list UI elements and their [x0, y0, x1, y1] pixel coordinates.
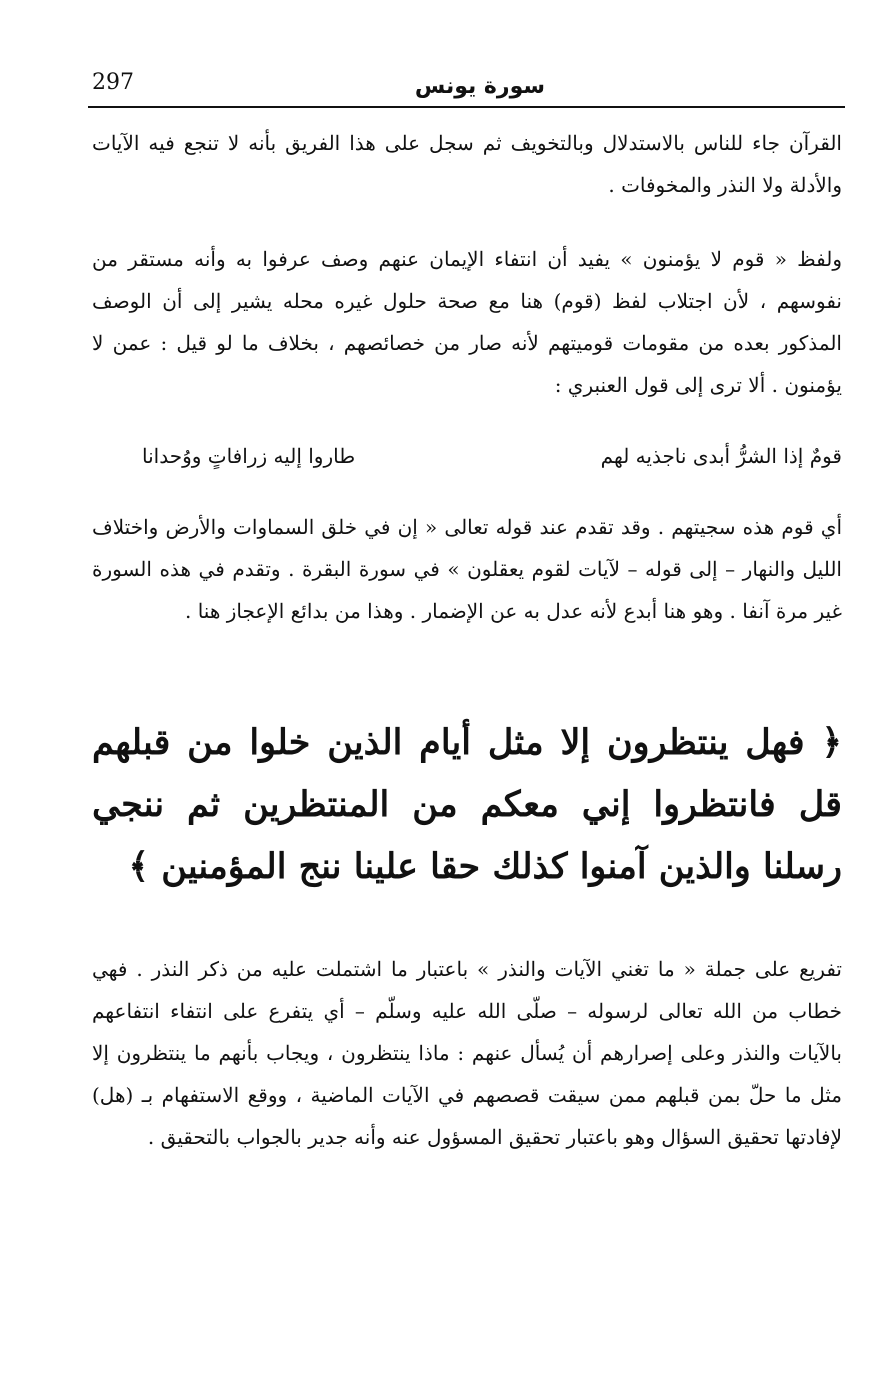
quran-verse: ﴿ فهل ينتظرون إلا مثل أيام الذين خلوا من قبلهم قل فانتظروا إني معكم من المنتظرين ثم ننجي رسلنا والذين آمنوا كذلك حقا علينا ننج المؤمنين ﴾	[92, 722, 843, 887]
paragraph-1: القرآن جاء للناس بالاستدلال وبالتخويف ثم سجل على هذا الفريق بأنه لا تنجع فيه الآيات والأدلة ولا النذر والمخوفات .	[92, 131, 842, 197]
paragraph-3: أي قوم هذه سجيتهم . وقد تقدم عند قوله تعالى « إن في خلق السماوات والأرض واختلاف الليل والنهار – إلى قوله – لآيات لقوم يعقلون » في سورة البقرة . وتقدم في هذه السورة غير مرة آنفا . وهو هنا أبدع لأنه عدل به عن الإضمار . وهذا من بدائع الإعجاز هنا .	[92, 515, 842, 623]
paragraph-4: تفريع على جملة « ما تغني الآيات والنذر » باعتبار ما اشتملت عليه من ذكر النذر . فهي خطاب من الله تعالى لرسوله – صلّى الله عليه وسلّم – أي يتفرع على انتفاء انتفاعهم بالآيات والنذر وعلى إصرارهم أن يُسأل عنهم : ماذا ينتظرون ، ويجاب بأنهم ما ينتظرون إلا مثل ما حلّ بمن قبلهم ممن سيقت قصصهم في الآيات الماضية ، ووقع الاستفهام بـ (هل) لإفادتها تحقيق السؤال وهو باعتبار تحقيق المسؤول عنه وأنه جدير بالجواب بالتحقيق .	[92, 957, 842, 1149]
running-title: سورة يونس	[414, 74, 545, 99]
verse-second-hemistich: طاروا إليه زرافاتٍ ووُحدانا	[142, 444, 356, 468]
poetry-verse	[142, 436, 842, 476]
page-number: 297	[92, 70, 134, 95]
verse-first-hemistich: قومٌ إذا الشرُّ أبدى ناجذيه لهم	[600, 444, 842, 468]
paragraph-2: ولفظ « قوم لا يؤمنون » يفيد أن انتفاء الإيمان عنهم وصف عرفوا به وأنه مستقر من نفوسهم ، لأن اجتلاب لفظ (قوم) هنا مع صحة حلول غيره محله يشير إلى أن الوصف المذكور بعده من مقومات قوميتهم لأنه صار من خصائصهم ، بخلاف ما لو قيل : عمن لا يؤمنون . ألا ترى إلى قول العنبري :	[92, 247, 842, 397]
page-header	[88, 66, 845, 108]
